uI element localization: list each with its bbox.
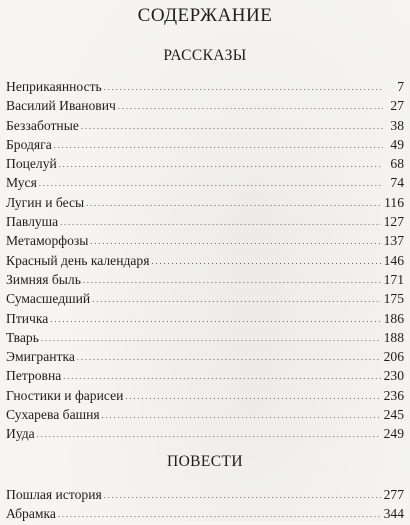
toc-entry-page: 175 xyxy=(383,291,404,307)
toc-entry-page: 344 xyxy=(383,506,404,521)
toc-entry[interactable] xyxy=(6,173,404,192)
toc-entry[interactable] xyxy=(6,386,404,405)
toc-entry[interactable] xyxy=(6,251,404,270)
dot-leader xyxy=(118,96,383,117)
toc-entry-title: Тварь xyxy=(6,329,39,345)
toc-entry[interactable] xyxy=(6,212,404,231)
toc-entry-title: Абрамка xyxy=(6,506,56,521)
toc-entry-page: 38 xyxy=(390,117,404,133)
dot-leader xyxy=(50,309,380,330)
toc-entry[interactable] xyxy=(6,289,404,308)
toc-entry[interactable] xyxy=(6,424,404,443)
toc-entry-title: Лугин и бесы xyxy=(6,194,85,210)
toc-entry-page: 116 xyxy=(384,194,404,210)
toc-entry-page: 74 xyxy=(390,175,404,191)
dot-leader xyxy=(151,251,380,272)
toc-list-novellas xyxy=(6,485,404,523)
toc-entry-title: Беззаботные xyxy=(6,117,79,133)
toc-entry-title: Птичка xyxy=(6,310,49,326)
toc-entry-page: 249 xyxy=(383,426,404,442)
dot-leader xyxy=(41,328,381,349)
toc-entry-title: Поцелуй xyxy=(6,156,57,172)
toc-entry-page: 277 xyxy=(383,487,404,502)
page-title: СОДЕРЖАНИЕ xyxy=(137,5,273,26)
dot-leader xyxy=(77,347,381,368)
toc-entry-page: 27 xyxy=(390,98,404,114)
section-title-stories: РАССКАЗЫ xyxy=(163,47,247,64)
toc-entry[interactable] xyxy=(6,116,404,135)
toc-entry-page: 137 xyxy=(383,233,404,249)
toc-entry-title: Сумасшедший xyxy=(6,291,91,307)
toc-entry-title: Зимняя быль xyxy=(6,271,81,287)
toc-entry-title: Красный день календаря xyxy=(6,252,150,268)
dot-leader xyxy=(63,366,380,387)
toc-list-stories xyxy=(6,77,404,444)
dot-leader xyxy=(125,386,380,407)
dot-leader xyxy=(81,116,383,137)
toc-entry[interactable] xyxy=(6,405,404,424)
dot-leader xyxy=(60,212,380,233)
toc-entry-title: Пошлая история xyxy=(6,487,102,502)
toc-entry-page: 206 xyxy=(383,349,404,365)
dot-leader xyxy=(90,231,380,252)
dot-leader xyxy=(58,504,381,525)
toc-entry[interactable] xyxy=(6,135,404,154)
dot-leader xyxy=(54,135,383,156)
dot-leader xyxy=(92,289,380,310)
toc-entry-title: Бродяга xyxy=(6,136,52,152)
toc-entry[interactable] xyxy=(6,193,404,212)
dot-leader xyxy=(59,154,383,175)
dot-leader xyxy=(39,173,383,194)
toc-entry-title: Сухарева башня xyxy=(6,407,100,423)
toc-entry-title: Василий Иванович xyxy=(6,98,116,114)
toc-entry-title: Неприкаянность xyxy=(6,79,102,94)
dot-leader xyxy=(86,193,381,214)
toc-entry[interactable] xyxy=(6,231,404,250)
toc-entry[interactable] xyxy=(6,366,404,385)
toc-entry[interactable] xyxy=(6,96,404,115)
toc-entry-page: 245 xyxy=(383,407,404,423)
toc-entry-title: Петровна xyxy=(6,368,62,384)
toc-entry-title: Иуда xyxy=(6,426,35,442)
toc-entry[interactable] xyxy=(6,309,404,328)
toc-entry[interactable] xyxy=(6,270,404,289)
toc-entry[interactable] xyxy=(6,328,404,347)
toc-entry-title: Гностики и фарисеи xyxy=(6,387,124,403)
toc-entry[interactable] xyxy=(6,347,404,366)
toc-entry[interactable] xyxy=(6,77,404,96)
dot-leader xyxy=(102,405,381,426)
toc-entry-title: Павлуша xyxy=(6,214,59,230)
section-title-novellas: ПОВЕСТИ xyxy=(167,453,243,470)
dot-leader xyxy=(104,485,381,506)
toc-entry-page: 49 xyxy=(390,136,404,152)
dot-leader xyxy=(37,424,381,445)
toc-entry[interactable] xyxy=(6,485,404,504)
toc-entry-page: 127 xyxy=(383,214,404,230)
toc-entry-page: 230 xyxy=(383,368,404,384)
dot-leader xyxy=(83,270,381,291)
toc-entry-page: 186 xyxy=(383,310,404,326)
toc-entry-page: 7 xyxy=(397,79,404,94)
toc-entry-page: 68 xyxy=(390,156,404,172)
toc-entry-title: Муся xyxy=(6,175,37,191)
toc-entry[interactable] xyxy=(6,504,404,523)
toc-entry-title: Эмигрантка xyxy=(6,349,75,365)
toc-entry-page: 236 xyxy=(383,387,404,403)
toc-entry-page: 146 xyxy=(383,252,404,268)
toc-entry[interactable] xyxy=(6,154,404,173)
toc-entry-title: Метаморфозы xyxy=(6,233,89,249)
toc-entry-page: 171 xyxy=(383,271,404,287)
dot-leader xyxy=(104,77,383,98)
toc-entry-page: 188 xyxy=(383,329,404,345)
